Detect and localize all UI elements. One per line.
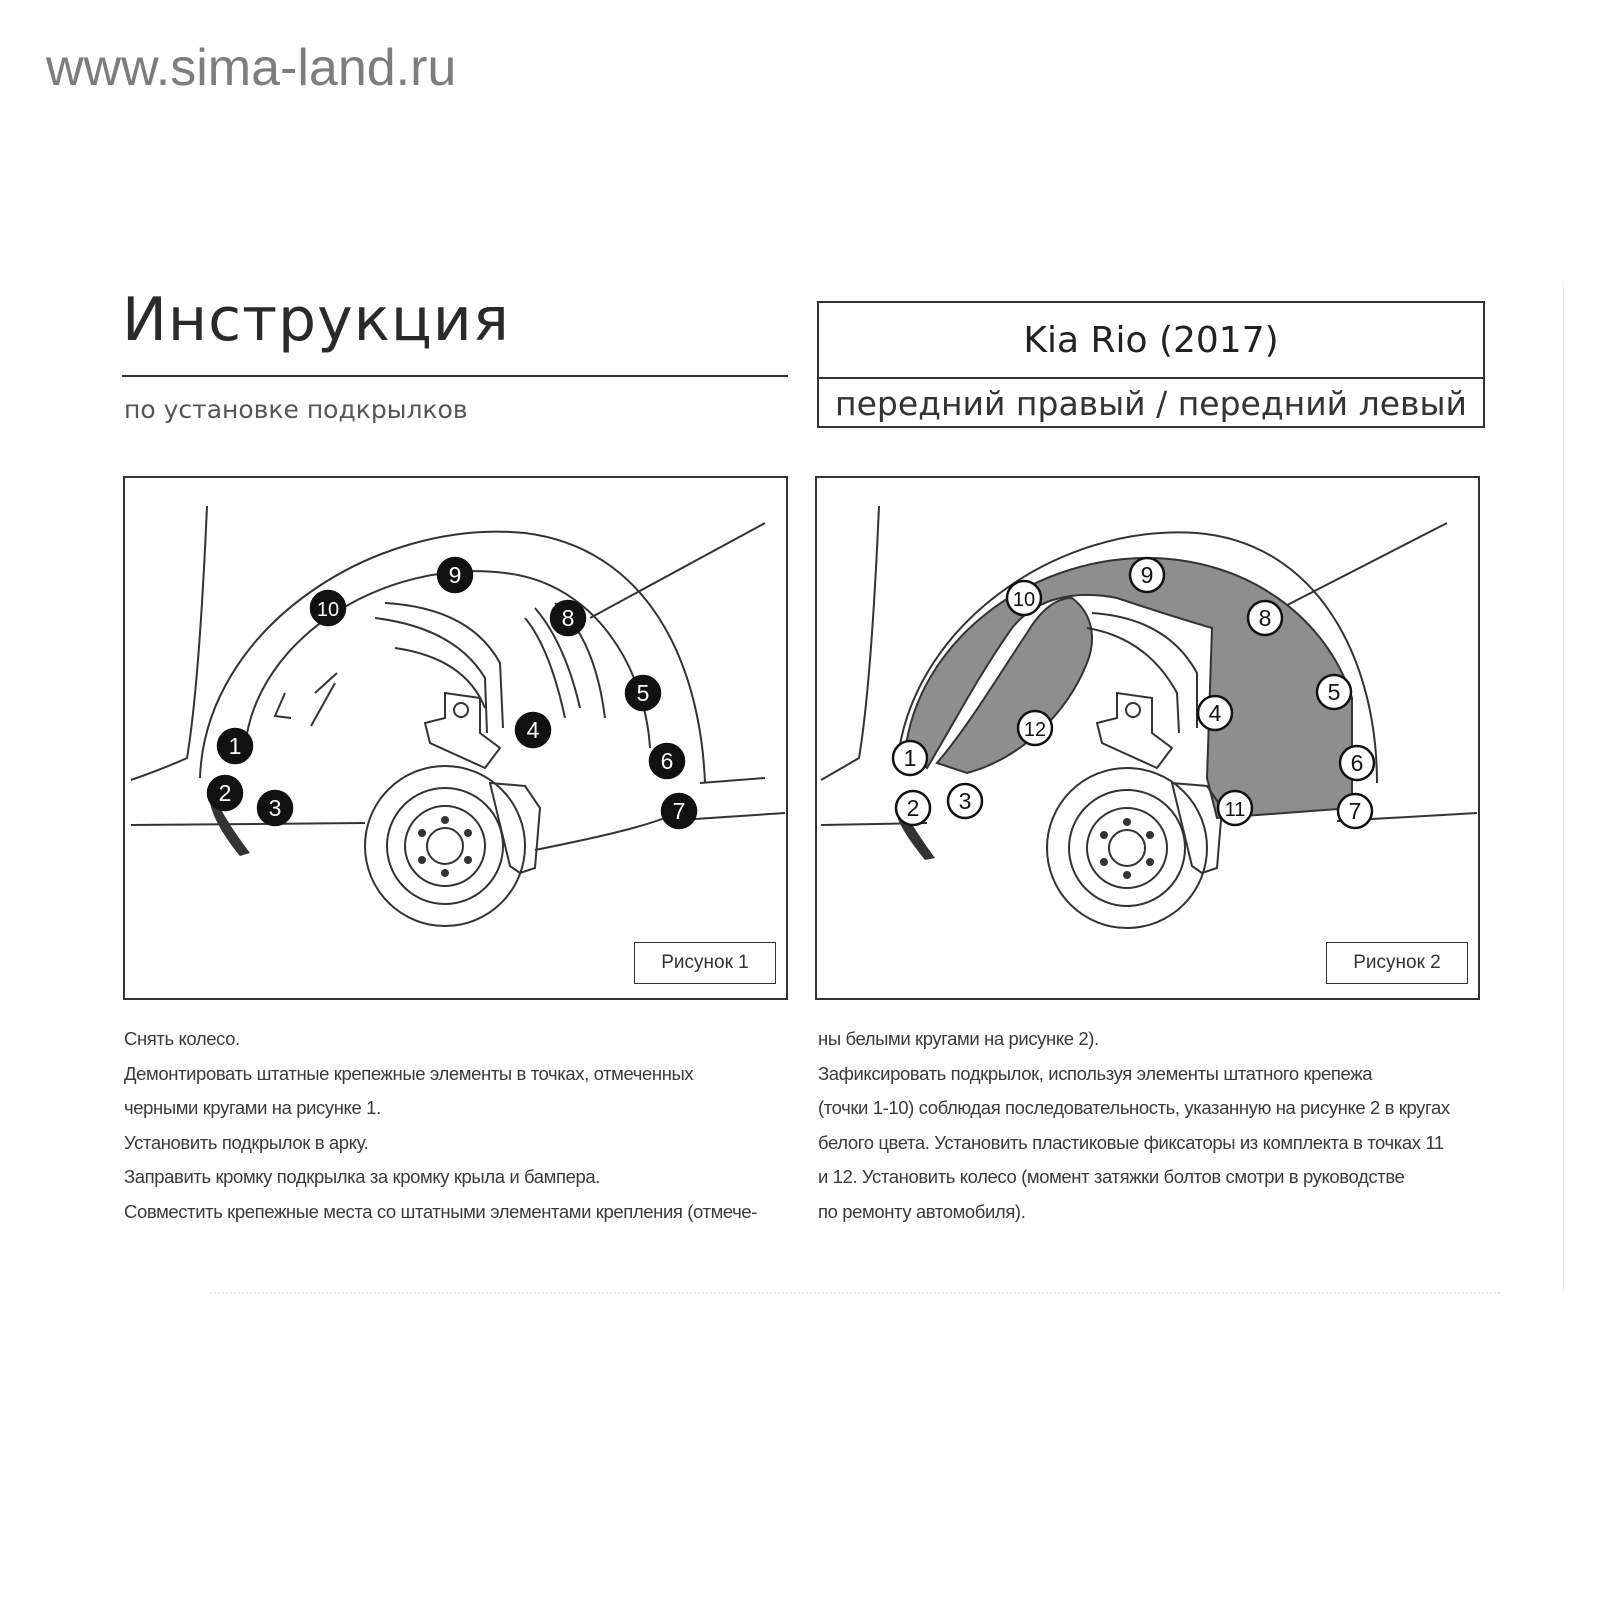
fig1-marker-2 <box>208 776 242 810</box>
fig1-marker-label: 9 <box>448 562 462 588</box>
fig2-marker-label: 6 <box>1350 750 1364 776</box>
instruction-line: белого цвета. Установить пластиковые фиксаторы из комплекта в точках 11 <box>818 1131 1444 1153</box>
instruction-line: по ремонту автомобиля). <box>818 1200 1026 1222</box>
fig1-marker-6 <box>650 744 684 778</box>
fig1-marker-1 <box>218 729 252 763</box>
fig2-marker-label: 8 <box>1258 605 1272 631</box>
model-box <box>817 301 1485 428</box>
model-side: передний правый / передний левый <box>835 384 1467 423</box>
model-name: Kia Rio (2017) <box>819 303 1483 379</box>
fig2-marker-label: 1 <box>903 745 917 771</box>
fig1-marker-7 <box>662 794 696 828</box>
brake-caliper <box>490 783 540 873</box>
fig2-marker-1 <box>893 741 927 775</box>
fig2-marker-label: 2 <box>906 795 920 821</box>
fig2-marker-12 <box>1018 711 1052 745</box>
fig1-marker-5 <box>626 676 660 710</box>
page-title: Инструкция <box>122 285 510 355</box>
fig1-marker-9 <box>438 558 472 592</box>
fig2-marker-8 <box>1248 601 1282 635</box>
figure-1-caption: Рисунок 1 <box>634 942 776 984</box>
fig2-marker-9 <box>1130 558 1164 592</box>
instruction-text-right <box>818 1022 1488 1229</box>
fig2-marker-3 <box>948 784 982 818</box>
fig1-marker-label: 4 <box>526 717 540 743</box>
strut-bracket <box>425 693 500 768</box>
arch-inner-line <box>245 571 650 748</box>
fig2-marker-10 <box>1007 581 1041 615</box>
fig2-marker-4 <box>1198 696 1232 730</box>
body-pillar-line <box>131 506 207 780</box>
fig1-marker-label: 2 <box>218 780 232 806</box>
title-divider <box>122 375 788 377</box>
instruction-line: Установить подкрылок в арку. <box>124 1131 369 1153</box>
instruction-line: черными кругами на рисунке 1. <box>124 1097 381 1118</box>
instruction-line: Снять колесо. <box>124 1028 240 1049</box>
figure-1 <box>123 476 788 1000</box>
fig2-marker-label: 5 <box>1327 679 1341 705</box>
fig1-marker-label: 5 <box>636 680 650 706</box>
fig1-marker-label: 3 <box>268 795 282 821</box>
instruction-line: ны белыми кругами на рисунке 2). <box>818 1028 1099 1049</box>
fig2-marker-6 <box>1340 746 1374 780</box>
instruction-line: Демонтировать штатные крепежные элементы в точках, отмеченных <box>124 1062 694 1084</box>
fig2-marker-11 <box>1218 791 1252 825</box>
sill-line <box>131 823 365 825</box>
fig2-marker-label: 11 <box>1224 799 1246 821</box>
instruction-line: Совместить крепежные места со штатными элементами крепления (отмече- <box>124 1200 758 1222</box>
fig2-marker-label: 7 <box>1348 798 1362 824</box>
fig1-marker-8 <box>551 601 585 635</box>
brake-disc <box>365 766 525 926</box>
fig2-marker-label: 9 <box>1140 562 1154 588</box>
dotted-divider <box>210 1292 1500 1294</box>
fig2-marker-label: 3 <box>958 788 972 814</box>
fig2-marker-5 <box>1317 675 1351 709</box>
fig1-marker-3 <box>258 791 292 825</box>
instruction-text-left <box>124 1022 794 1229</box>
instruction-line: (точки 1-10) соблюдая последовательность, указанную на рисунке 2 в кругах <box>818 1097 1450 1118</box>
instruction-line: Заправить кромку подкрылка за кромку крыла и бампера. <box>124 1166 601 1187</box>
instruction-line: и 12. Установить колесо (момент затяжки болтов смотри в руководстве <box>818 1166 1405 1187</box>
fig1-marker-4 <box>516 713 550 747</box>
instruction-line: Зафиксировать подкрылок, используя элементы штатного крепежа <box>818 1062 1373 1084</box>
fig2-marker-2 <box>896 791 930 825</box>
fig2-marker-label: 12 <box>1023 719 1047 741</box>
fig2-marker-label: 10 <box>1012 589 1036 611</box>
page-edge-line <box>1563 282 1564 1292</box>
figure-1-drawing <box>125 478 790 1002</box>
fig1-marker-label: 7 <box>672 798 686 824</box>
wheel-opening-edge <box>700 778 765 783</box>
figure-2 <box>815 476 1480 1000</box>
fig1-marker-label: 1 <box>228 733 242 759</box>
figure-2-drawing <box>817 478 1482 1002</box>
liner-shaded <box>905 558 1352 818</box>
fig1-marker-label: 8 <box>561 605 575 631</box>
watermark-url: www.sima-land.ru <box>46 39 457 97</box>
page-subtitle: по установке подкрылков <box>124 395 468 424</box>
figure-2-caption: Рисунок 2 <box>1326 942 1468 984</box>
fig1-marker-10 <box>311 591 345 625</box>
fig1-marker-label: 10 <box>316 599 340 621</box>
fig2-marker-7 <box>1338 794 1372 828</box>
fig2-marker-label: 4 <box>1208 700 1222 726</box>
fig1-marker-label: 6 <box>660 748 674 774</box>
